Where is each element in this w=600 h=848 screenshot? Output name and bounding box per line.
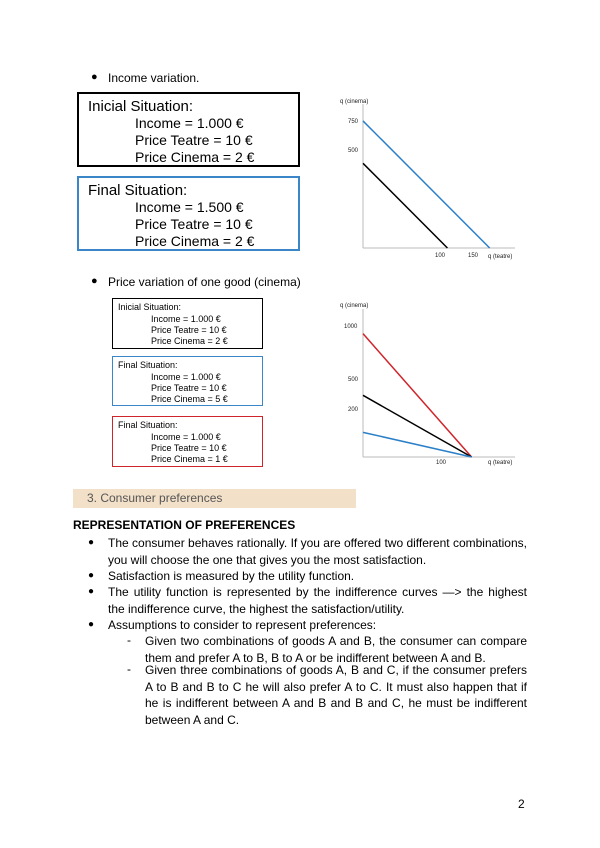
y-axis-label: q (cinema)	[340, 99, 369, 105]
section-heading: REPRESENTATION OF PREFERENCES	[73, 518, 296, 532]
cinema-price-line: Price Cinema = 5 €	[151, 394, 228, 404]
teatre-price-line: Price Teatre = 10 €	[135, 132, 253, 148]
bullet-text: Assumptions to consider to represent preferences:	[108, 618, 377, 632]
price-variation-bullet: Price variation of one good (cinema)	[108, 275, 301, 289]
final-situation-box	[77, 176, 300, 251]
box-title: Inicial Situation:	[88, 98, 194, 115]
bullet-text: The consumer behaves rationally. If you are offered two different combinations, you will choose the one that gives you the most satisfaction.	[108, 536, 527, 567]
budget-line-3	[363, 432, 472, 457]
box-title: Final Situation:	[88, 182, 188, 199]
section-band	[73, 489, 356, 508]
y-tick-label: 500	[348, 148, 359, 154]
final-situation-box-red	[112, 416, 263, 467]
y-tick-label: 200	[348, 407, 359, 413]
bullet-dot: ●	[91, 275, 98, 287]
x-tick-label: 100	[435, 253, 446, 259]
x-axis-label: q (teatre)	[488, 254, 513, 260]
teatre-price-line: Price Teatre = 10 €	[135, 216, 253, 232]
sub-bullet-dash: -	[127, 633, 131, 647]
section-title: 3. Consumer preferences	[87, 491, 223, 505]
y-axis-label: q (cinema)	[340, 303, 369, 309]
y-tick-label: 1000	[344, 324, 358, 330]
income-line: Income = 1.000 €	[151, 372, 221, 382]
y-tick-label: 750	[348, 119, 359, 125]
income-line: Income = 1.000 €	[151, 314, 221, 324]
cinema-price-line: Price Cinema = 2 €	[135, 149, 255, 165]
bullet-dot: ●	[88, 586, 95, 597]
bullet-dot: ●	[88, 537, 95, 548]
price-variation-chart	[330, 295, 530, 475]
income-variation-chart	[330, 90, 530, 265]
income-line: Income = 1.000 €	[135, 115, 244, 131]
box-title: Inicial Situation:	[118, 302, 182, 312]
income-line: Income = 1.000 €	[151, 432, 221, 442]
income-variation-bullet: Income variation.	[108, 71, 200, 85]
budget-line-1	[363, 163, 447, 248]
income-line: Income = 1.500 €	[135, 199, 244, 215]
budget-line-1	[363, 334, 472, 457]
x-tick-label: 150	[468, 253, 479, 259]
box-title: Final Situation:	[118, 360, 178, 370]
initial-situation-box	[112, 298, 263, 349]
initial-situation-box	[77, 92, 300, 167]
budget-line-2	[363, 395, 472, 457]
page-number: 2	[518, 797, 525, 811]
y-tick-label: 500	[348, 377, 359, 383]
final-situation-box-blue	[112, 356, 263, 406]
x-axis-label: q (teatre)	[488, 460, 513, 466]
bullet-text: The utility function is represented by the indifference curves —> the highest the indifference curve, the highest the satisfaction/utility.	[108, 585, 527, 616]
cinema-price-line: Price Cinema = 2 €	[151, 336, 228, 346]
teatre-price-line: Price Teatre = 10 €	[151, 325, 227, 335]
box-title: Final Situation:	[118, 420, 178, 430]
bullet-dot: ●	[88, 570, 95, 581]
x-tick-label: 100	[436, 460, 447, 466]
bullet-dot: ●	[91, 71, 98, 83]
sub-bullet-text: Given three combinations of goods A, B and C, if the consumer prefers A to B and B to C he will also prefer A to C. It must also happen that if he is indifferent between A and B and B and C, he must be indifferent between A and C.	[145, 663, 527, 727]
teatre-price-line: Price Teatre = 10 €	[151, 383, 227, 393]
cinema-price-line: Price Cinema = 2 €	[135, 233, 255, 249]
teatre-price-line: Price Teatre = 10 €	[151, 443, 227, 453]
sub-bullet-text: Given two combinations of goods A and B, the consumer can compare them and prefer A to B, B to A or be indifferent between A and B.	[145, 634, 527, 665]
bullet-text: Satisfaction is measured by the utility function.	[108, 569, 355, 583]
sub-bullet-dash: -	[127, 662, 131, 676]
bullet-dot: ●	[88, 619, 95, 630]
cinema-price-line: Price Cinema = 1 €	[151, 454, 228, 464]
budget-line-2	[363, 121, 490, 248]
